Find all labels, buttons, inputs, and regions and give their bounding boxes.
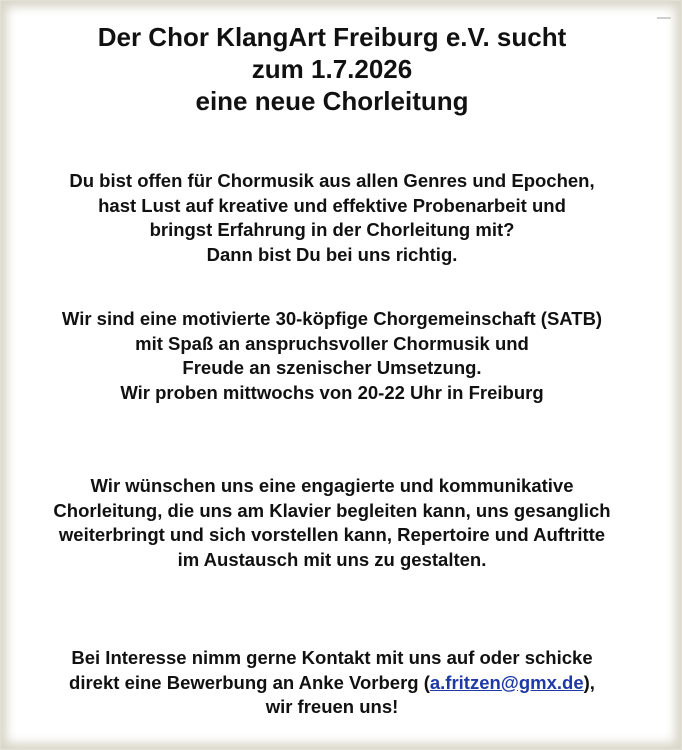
contact-paragraph (1, 646, 663, 720)
intro-line-4: Dann bist Du bei uns richtig. (206, 243, 458, 265)
about-line-3: Freude an szenischer Umsetzung. (182, 357, 482, 378)
expectations-line-4: im Austausch mit uns zu gestalten. (177, 548, 487, 570)
about-line-2: mit Spaß an anspruchsvoller Chormusik und (135, 332, 529, 354)
contact-line-2-after: ), (583, 671, 595, 693)
corner-decoration (657, 7, 671, 19)
about-choir-paragraph (1, 307, 663, 405)
headline (1, 21, 663, 117)
expectations-line-2: Chorleitung, die uns am Klavier begleiten kann, uns gesanglich (53, 499, 611, 521)
headline-line-1: Der Chor KlangArt Freiburg e.V. sucht (97, 22, 567, 52)
headline-line-3: eine neue Chorleitung (195, 86, 469, 116)
contact-line-2 (1, 671, 663, 696)
intro-line-3: bringst Erfahrung in der Chorleitung mit? (149, 219, 515, 240)
expectations-line-3: weiterbringt und sich vorstellen kann, Repertoire und Auftritte (58, 524, 606, 545)
headline-line-2: zum 1.7.2026 (251, 54, 413, 84)
intro-paragraph (1, 169, 663, 267)
expectations-paragraph (1, 474, 663, 572)
email-link[interactable]: a.fritzen@gmx.de (429, 671, 584, 693)
intro-line-2: hast Lust auf kreative und effektive Probenarbeit und (98, 194, 566, 216)
expectations-line-1: Wir wünschen uns eine engagierte und kommunikative (90, 475, 574, 496)
about-line-4: Wir proben mittwochs von 20-22 Uhr in Freiburg (120, 381, 544, 403)
contact-line-3: wir freuen uns! (265, 696, 399, 717)
contact-line-2-before: direkt eine Bewerbung an Anke Vorberg ( (69, 671, 430, 693)
intro-line-1: Du bist offen für Chormusik aus allen Genres und Epochen, (69, 170, 595, 191)
about-line-1: Wir sind eine motivierte 30-köpfige Chorgemeinschaft (SATB) (61, 308, 603, 329)
contact-line-1: Bei Interesse nimm gerne Kontakt mit uns auf oder schicke (71, 647, 593, 668)
